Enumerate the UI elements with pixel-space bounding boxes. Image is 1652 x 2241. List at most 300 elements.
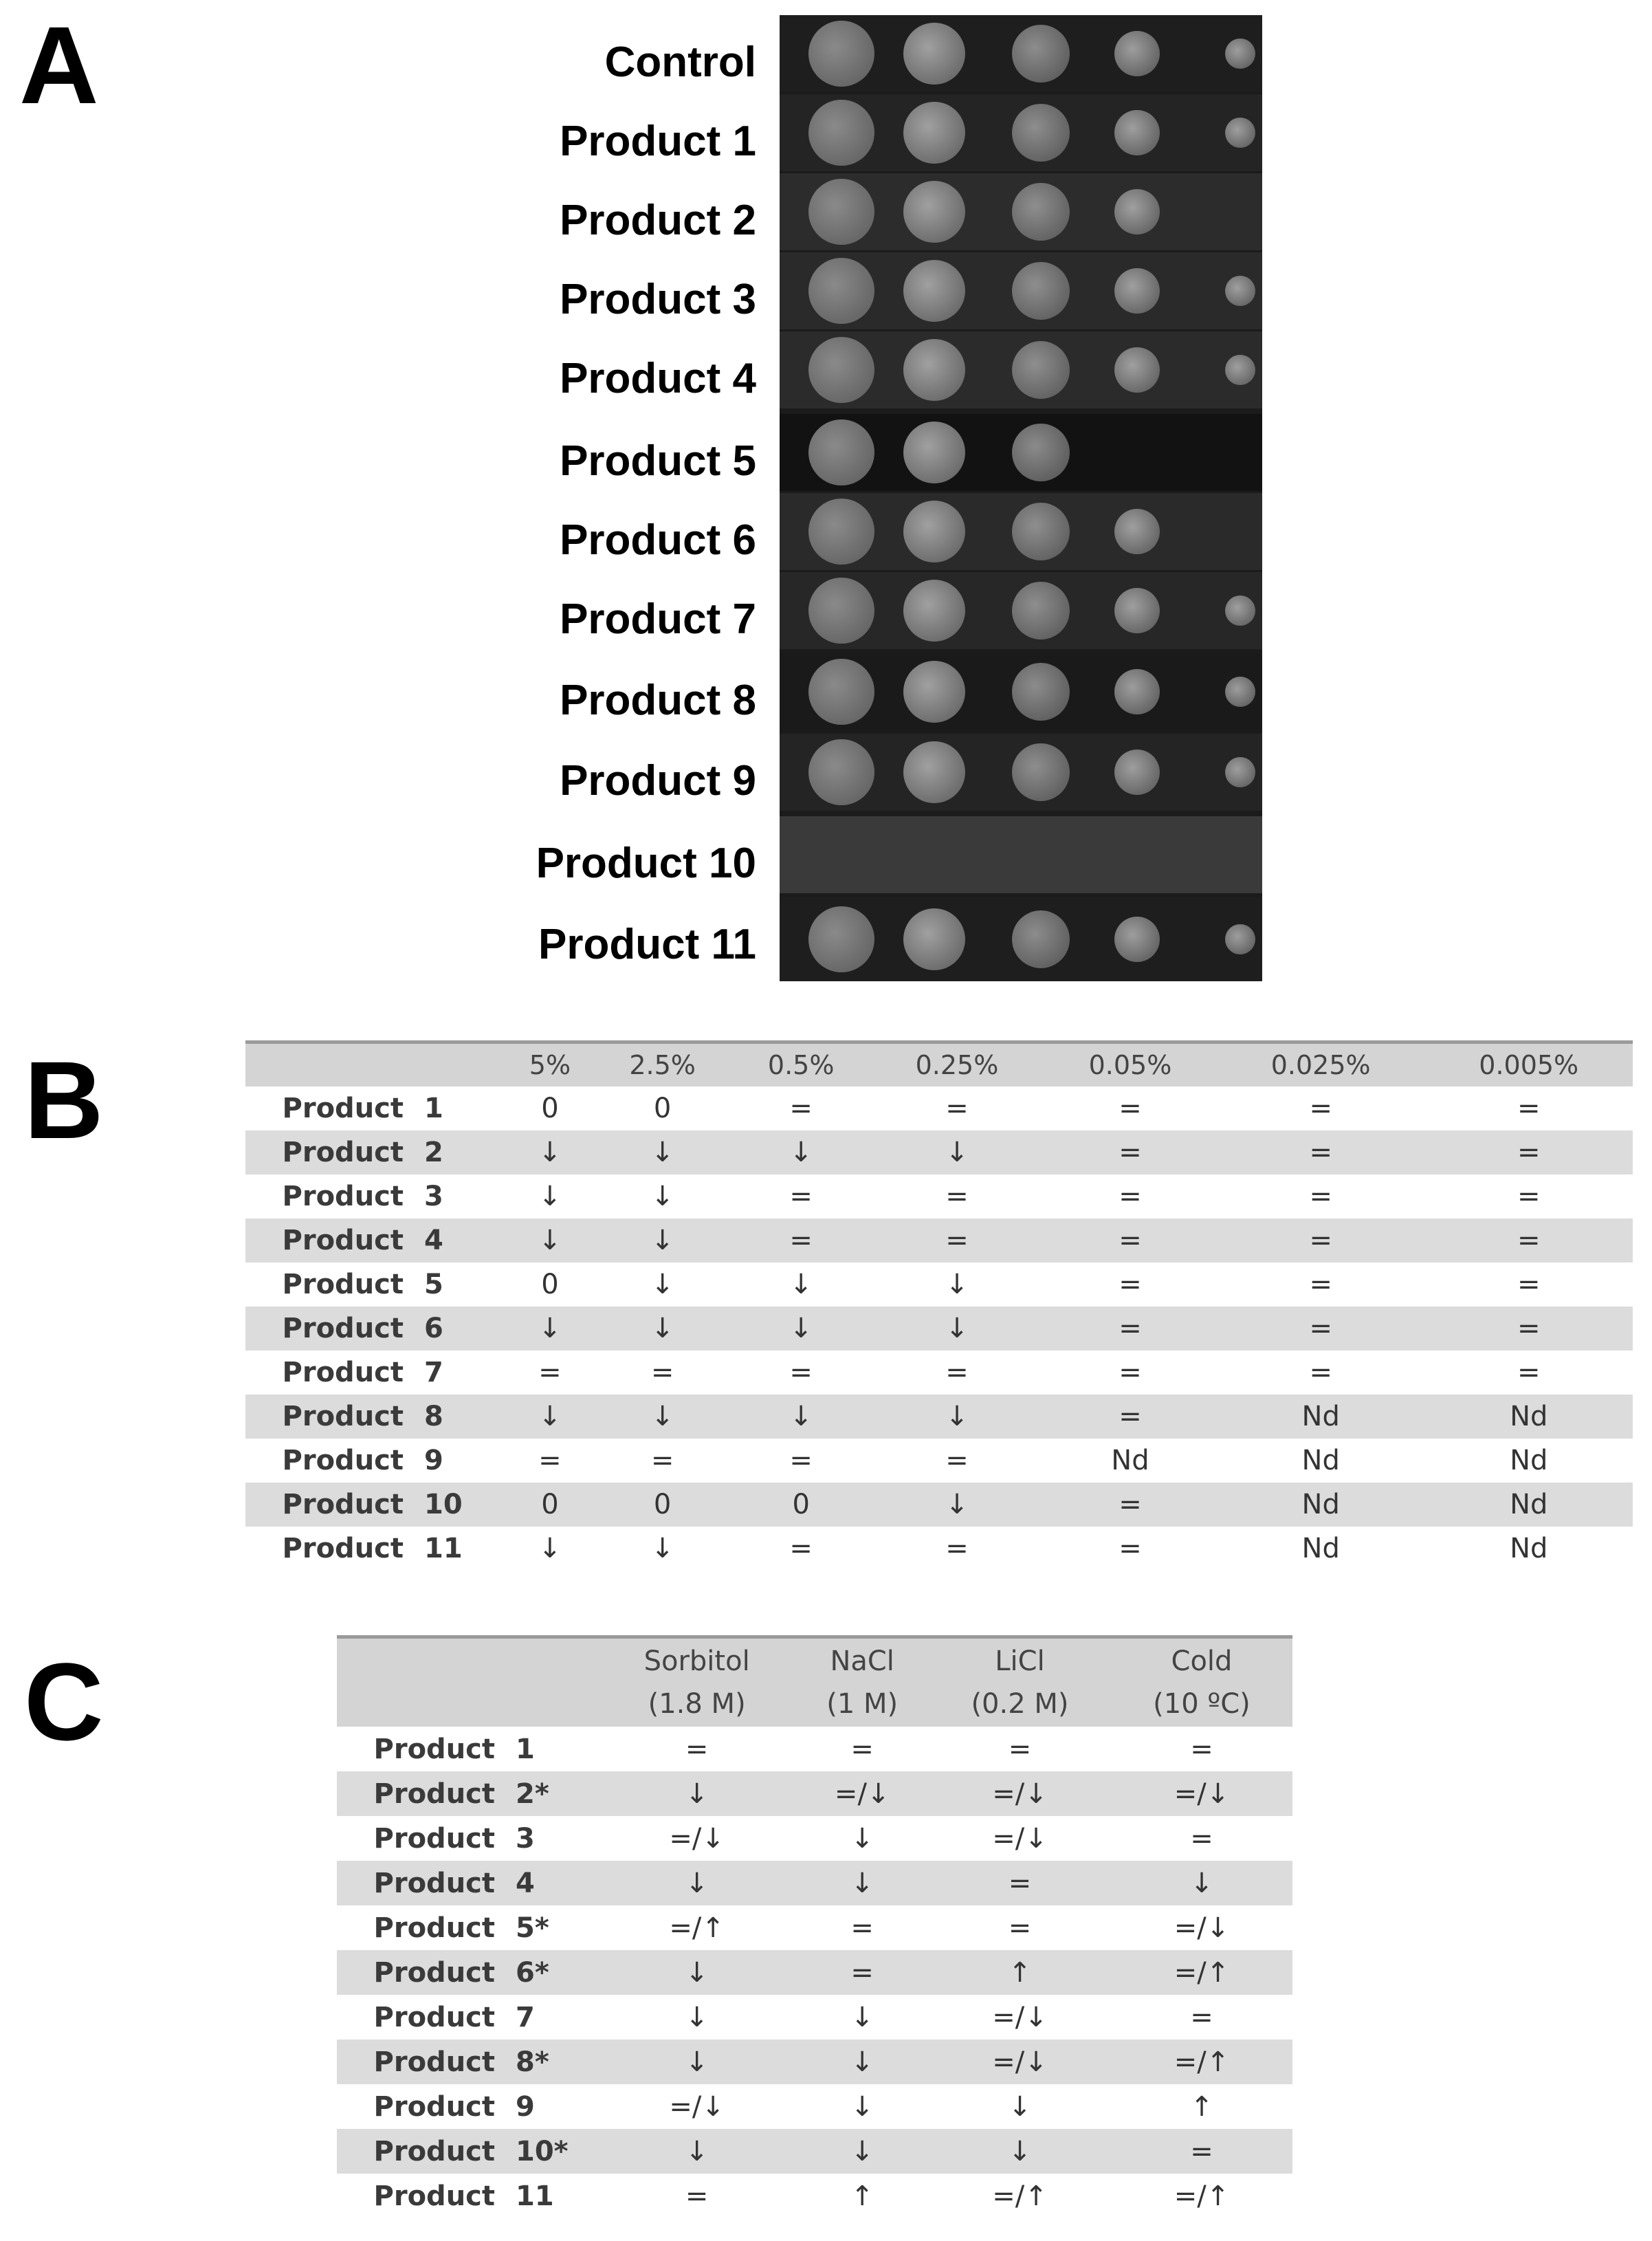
- row-product-word: Product: [373, 2180, 495, 2212]
- table-c-cell: =/↓: [929, 1771, 1111, 1816]
- row-product-word: Product: [373, 1733, 495, 1765]
- colony-spot: [1225, 118, 1255, 148]
- table-b-cell: =: [789, 1357, 813, 1388]
- table-c-cell: =/↓: [669, 2090, 725, 2123]
- table-b-cell: =: [789, 1533, 813, 1564]
- table-b-cell: =: [1217, 1307, 1425, 1351]
- plate-row: [780, 493, 1262, 570]
- row-product-number: 6*: [516, 1956, 549, 1989]
- colony-spot: [1114, 31, 1160, 76]
- table-c-row: [337, 2129, 1292, 2174]
- table-b-cell: ↓: [870, 1395, 1044, 1439]
- table-b-cell: ↓: [650, 1533, 674, 1564]
- row-product-word: Product: [282, 1533, 404, 1564]
- colony-spot: [808, 21, 874, 87]
- plate-row-label: Product 2: [560, 197, 756, 244]
- table-c-row-label: [337, 1727, 598, 1771]
- table-b-cell: =: [1309, 1269, 1332, 1300]
- row-product-word: Product: [282, 1445, 404, 1476]
- table-b-cell: =: [870, 1218, 1044, 1262]
- plate-row: [780, 897, 1262, 981]
- table-b-cell: ↓: [538, 1181, 562, 1212]
- colony-spot: [808, 100, 874, 166]
- table-b-cell: Nd: [1510, 1445, 1548, 1476]
- header-condition: Cold: [1171, 1646, 1233, 1677]
- colony-spot: [903, 501, 965, 562]
- table-b-cell: =: [1217, 1218, 1425, 1262]
- header-concentration: (1 M): [826, 1688, 899, 1720]
- row-product-number: 10: [424, 1489, 463, 1520]
- colony-spot: [1012, 743, 1070, 801]
- table-c-row-label: [337, 2084, 598, 2129]
- table-b-cell: ↓: [538, 1533, 562, 1564]
- row-product-number: 11: [424, 1533, 463, 1564]
- colony-spot: [1012, 582, 1070, 639]
- row-product-word: Product: [282, 1357, 404, 1388]
- table-b-cell: =: [1517, 1093, 1541, 1124]
- table-c-row: [337, 2174, 1292, 2218]
- colony-spot: [1012, 910, 1070, 968]
- colony-spot: [1114, 669, 1160, 714]
- plate-row-label: Product 5: [560, 437, 756, 485]
- table-b-header-row: [245, 1042, 1633, 1087]
- colony-spot: [1012, 25, 1070, 83]
- table-b-row-label: [245, 1527, 507, 1571]
- table-c-cell: =: [795, 1950, 929, 1995]
- table-c-row-label: [337, 1816, 598, 1861]
- table-c-cell: =/↓: [992, 1822, 1048, 1855]
- row-product-word: Product: [373, 2135, 495, 2167]
- colony-spot: [808, 337, 874, 403]
- table-b-column-header: 0.5%: [731, 1042, 870, 1087]
- table-b-cell: ↓: [870, 1483, 1044, 1527]
- table-b-row-label: [245, 1262, 507, 1307]
- table-b-column-header: 0.005%: [1424, 1042, 1633, 1087]
- table-c-column-header: [929, 1637, 1111, 1727]
- table-c-row: [337, 2040, 1292, 2084]
- table-c-cell: ↓: [929, 2129, 1111, 2174]
- table-b-row: [245, 1130, 1633, 1174]
- row-product-word: Product: [373, 1912, 495, 1944]
- table-b-row-label: [245, 1351, 507, 1395]
- table-b-cell: 0: [593, 1483, 732, 1527]
- row-product-number: 9: [424, 1445, 443, 1476]
- table-b-cell: Nd: [1510, 1533, 1548, 1564]
- colony-spot: [808, 659, 874, 725]
- row-product-word: Product: [282, 1313, 404, 1344]
- plate-row-label: Product 8: [560, 677, 756, 724]
- plate-row-label: Product 7: [560, 595, 756, 643]
- table-c-cell: ↓: [1008, 2090, 1032, 2123]
- table-c-cell: ↑: [850, 2180, 874, 2212]
- colony-spot: [1012, 503, 1070, 560]
- row-product-number: 7: [424, 1357, 443, 1388]
- table-c-row: [337, 1727, 1292, 1771]
- table-b-cell: ↓: [507, 1218, 593, 1262]
- row-product-number: 4: [424, 1225, 443, 1256]
- row-product-word: Product: [373, 1867, 495, 1899]
- row-product-word: Product: [373, 1956, 495, 1989]
- row-product-number: 8*: [516, 2046, 549, 2078]
- table-b-cell: ↓: [593, 1307, 732, 1351]
- colony-spot: [1225, 39, 1255, 69]
- colony-spot: [808, 578, 874, 644]
- table-c-row-label: [337, 1771, 598, 1816]
- table-c-cell: =: [685, 1733, 709, 1765]
- table-c-cell: ↓: [1111, 1861, 1292, 1905]
- table-b-cell: =: [945, 1093, 969, 1124]
- row-product-number: 2: [424, 1137, 443, 1168]
- plate-row-label: Product 1: [560, 118, 756, 165]
- table-b-column-header: 0.25%: [870, 1042, 1044, 1087]
- table-c-cell: ↓: [598, 2129, 795, 2174]
- table-b-cell: =: [1309, 1093, 1332, 1124]
- table-b-row-label: [245, 1483, 507, 1527]
- table-b-cell: =: [1309, 1357, 1332, 1388]
- colony-spot: [903, 102, 965, 164]
- colony-spot: [903, 181, 965, 243]
- row-product-word: Product: [373, 2046, 495, 2078]
- table-b-cell: =: [789, 1181, 813, 1212]
- row-product-number: 3: [516, 1822, 535, 1855]
- table-b-header-blank: [245, 1042, 507, 1087]
- table-b-cell: =: [1217, 1130, 1425, 1174]
- table-b-cell: =: [538, 1445, 562, 1476]
- table-c-cell: ↓: [598, 1771, 795, 1816]
- row-product-number: 1: [516, 1733, 535, 1765]
- colony-spot: [808, 906, 874, 972]
- colony-spot: [903, 741, 965, 803]
- table-c-column-header: [598, 1637, 795, 1727]
- table-c-cell: =: [1190, 1822, 1213, 1855]
- table-b-cell: ↓: [870, 1307, 1044, 1351]
- row-product-word: Product: [282, 1225, 404, 1256]
- plate-row-label: Product 11: [538, 921, 756, 968]
- table-c-cell: =/↓: [992, 2001, 1048, 2033]
- colony-spot: [1114, 588, 1160, 633]
- table-c-cell: =/↓: [795, 1771, 929, 1816]
- table-c-header-row: [337, 1637, 1292, 1727]
- table-c-row: [337, 1995, 1292, 2040]
- colony-spot: [1114, 268, 1160, 314]
- table-c-cell: ↓: [850, 2001, 874, 2033]
- table-c-cell: =: [1008, 1733, 1032, 1765]
- table-b-column-header: 2.5%: [593, 1042, 732, 1087]
- colony-spot: [1225, 595, 1255, 626]
- table-c-row: [337, 2084, 1292, 2129]
- table-b-cell: Nd: [1301, 1445, 1340, 1476]
- table-b-row: [245, 1174, 1633, 1218]
- table-c-cell: ↑: [1190, 2090, 1213, 2123]
- table-b-cell: =: [945, 1357, 969, 1388]
- table-c-row-label: [337, 1905, 598, 1950]
- plate-row-label: Product 9: [560, 757, 756, 805]
- table-b-cell: =: [1044, 1130, 1217, 1174]
- plate-row: [780, 816, 1262, 893]
- table-b-cell: =: [945, 1181, 969, 1212]
- colony-spot: [1225, 276, 1255, 306]
- colony-spot: [1012, 424, 1070, 481]
- table-b-cell: =: [1309, 1181, 1332, 1212]
- table-c-cell: =: [1190, 1733, 1213, 1765]
- table-b-row: [245, 1527, 1633, 1571]
- table-b-cell: =: [945, 1445, 969, 1476]
- table-c-column-header: [1111, 1637, 1292, 1727]
- colony-spot: [1012, 262, 1070, 320]
- table-b-cell: =: [1424, 1130, 1633, 1174]
- row-product-word: Product: [373, 1822, 495, 1855]
- row-product-number: 4: [516, 1867, 535, 1899]
- table-b-cell: ↓: [593, 1130, 732, 1174]
- table-c-row: [337, 1771, 1292, 1816]
- row-product-word: Product: [282, 1181, 404, 1212]
- table-c-cell: ↓: [598, 2040, 795, 2084]
- table-b-column-header: 5%: [507, 1042, 593, 1087]
- row-product-number: 8: [424, 1401, 443, 1432]
- colony-spot: [808, 258, 874, 324]
- row-product-number: 11: [516, 2180, 554, 2212]
- table-b-cell: Nd: [1424, 1395, 1633, 1439]
- panel-b-letter: B: [24, 1038, 104, 1161]
- table-b-cell: =: [1044, 1307, 1217, 1351]
- table-c-cell: ↓: [598, 1950, 795, 1995]
- colony-spot: [1225, 924, 1255, 954]
- table-b-cell: =: [1424, 1218, 1633, 1262]
- table-c-cell: =: [685, 2180, 709, 2212]
- colony-spot: [1114, 189, 1160, 234]
- table-b-cell: =: [1424, 1307, 1633, 1351]
- table-b-cell: =: [1119, 1269, 1142, 1300]
- table-b-cell: =: [789, 1445, 813, 1476]
- table-c-cell: =/↑: [1111, 1950, 1292, 1995]
- table-c-row-label: [337, 2129, 598, 2174]
- table-b-row: [245, 1307, 1633, 1351]
- colony-spot: [1114, 347, 1160, 393]
- table-c-cell: =: [1190, 2001, 1213, 2033]
- panel-c-letter: C: [24, 1640, 104, 1763]
- table-b-cell: ↓: [731, 1395, 870, 1439]
- table-b-cell: 0: [653, 1093, 672, 1124]
- row-product-word: Product: [282, 1137, 404, 1168]
- table-b-cell: =: [1517, 1269, 1541, 1300]
- table-b: [245, 1040, 1633, 1571]
- table-c-row: [337, 1950, 1292, 1995]
- table-c-row-label: [337, 2040, 598, 2084]
- colony-spot: [903, 908, 965, 970]
- table-b-cell: ↓: [593, 1395, 732, 1439]
- colony-spot: [1012, 341, 1070, 399]
- row-product-number: 5: [424, 1269, 443, 1300]
- table-b-cell: ↓: [945, 1269, 969, 1300]
- row-product-number: 6: [424, 1313, 443, 1344]
- colony-spot: [903, 661, 965, 723]
- row-product-word: Product: [373, 2001, 495, 2033]
- table-c-row: [337, 1905, 1292, 1950]
- colony-spot: [1114, 750, 1160, 795]
- colony-spot: [1225, 677, 1255, 707]
- table-b-cell: 0: [541, 1093, 559, 1124]
- table-c-cell: =/↓: [1174, 1912, 1230, 1944]
- header-concentration: (10 ºC): [1153, 1688, 1251, 1720]
- table-b-cell: =: [1119, 1181, 1142, 1212]
- table-b-row-label: [245, 1395, 507, 1439]
- row-product-word: Product: [282, 1093, 404, 1124]
- plate-row-label: Product 6: [560, 516, 756, 564]
- colony-spot: [903, 23, 965, 85]
- table-c-cell: ↓: [795, 1861, 929, 1905]
- spot-assay-plate: [780, 15, 1262, 981]
- colony-spot: [1114, 509, 1160, 554]
- header-condition: NaCl: [830, 1646, 894, 1677]
- table-b-cell: =: [538, 1357, 562, 1388]
- plate-row: [780, 331, 1262, 408]
- header-concentration: (1.8 M): [648, 1688, 746, 1720]
- row-product-number: 10*: [516, 2135, 569, 2167]
- table-b-cell: =: [650, 1445, 674, 1476]
- header-condition: Sorbitol: [643, 1646, 750, 1677]
- plate-row: [780, 653, 1262, 730]
- table-b-row: [245, 1262, 1633, 1307]
- table-b-cell: ↓: [731, 1307, 870, 1351]
- table-c-cell: =/↓: [1111, 1771, 1292, 1816]
- table-b-row: [245, 1086, 1633, 1130]
- table-c-cell: =: [929, 1861, 1111, 1905]
- table-c-cell: =/↑: [992, 2180, 1048, 2212]
- table-b-cell: =: [1044, 1218, 1217, 1262]
- row-product-number: 7: [516, 2001, 535, 2033]
- table-b-row: [245, 1483, 1633, 1527]
- table-b-cell: =: [1517, 1181, 1541, 1212]
- table-c-cell: ↓: [850, 2090, 874, 2123]
- colony-spot: [808, 419, 874, 485]
- row-product-word: Product: [373, 1778, 495, 1810]
- plate-row: [780, 173, 1262, 250]
- colony-spot: [808, 499, 874, 565]
- table-c-cell: =/↓: [929, 2040, 1111, 2084]
- row-product-number: 1: [424, 1093, 443, 1124]
- table-b-cell: =: [1119, 1357, 1142, 1388]
- table-b-row: [245, 1218, 1633, 1262]
- table-c-row-label: [337, 2174, 598, 2218]
- table-c-cell: ↓: [795, 2129, 929, 2174]
- table-b-cell: =: [1517, 1357, 1541, 1388]
- colony-spot: [903, 339, 965, 401]
- table-b-column-header: 0.05%: [1044, 1042, 1217, 1087]
- colony-spot: [1012, 104, 1070, 162]
- table-c: [337, 1635, 1292, 2218]
- table-b-row: [245, 1439, 1633, 1483]
- table-c-cell: ↓: [598, 1861, 795, 1905]
- table-c-row-label: [337, 1861, 598, 1905]
- table-b-cell: Nd: [1111, 1445, 1149, 1476]
- table-c-cell: =: [850, 1733, 874, 1765]
- table-b-cell: Nd: [1301, 1533, 1340, 1564]
- table-c-row-label: [337, 1995, 598, 2040]
- colony-spot: [1225, 355, 1255, 385]
- row-product-word: Product: [282, 1489, 404, 1520]
- plate-row: [780, 414, 1262, 491]
- colony-spot: [1012, 663, 1070, 721]
- colony-spot: [903, 580, 965, 642]
- table-b-cell: 0: [541, 1269, 559, 1300]
- row-product-word: Product: [282, 1269, 404, 1300]
- table-c-cell: =/↑: [1111, 2040, 1292, 2084]
- plate-row: [780, 252, 1262, 329]
- table-b-row: [245, 1351, 1633, 1395]
- colony-spot: [1114, 110, 1160, 155]
- table-c-cell: ↓: [850, 1822, 874, 1855]
- table-b-cell: Nd: [1217, 1395, 1425, 1439]
- colony-spot: [903, 422, 965, 483]
- plate-row: [780, 15, 1262, 92]
- table-b-cell: =: [1119, 1533, 1142, 1564]
- table-b-cell: ↓: [789, 1269, 813, 1300]
- table-b-cell: =: [731, 1218, 870, 1262]
- plate-row-label: Product 4: [560, 355, 756, 402]
- row-product-number: 5*: [516, 1912, 549, 1944]
- table-b-cell: ↓: [593, 1218, 732, 1262]
- table-c-row: [337, 1816, 1292, 1861]
- table-c-column-header: [795, 1637, 929, 1727]
- table-b-cell: =: [945, 1533, 969, 1564]
- table-c-cell: =: [1008, 1912, 1032, 1944]
- table-c-cell: =: [1111, 2129, 1292, 2174]
- table-b-cell: ↓: [650, 1269, 674, 1300]
- table-b-cell: ↓: [650, 1181, 674, 1212]
- table-c-cell: =: [850, 1912, 874, 1944]
- table-b-cell: ↓: [507, 1130, 593, 1174]
- table-b-cell: ↓: [507, 1307, 593, 1351]
- table-c-cell: ↑: [929, 1950, 1111, 1995]
- colony-spot: [808, 739, 874, 805]
- table-b-cell: =: [789, 1093, 813, 1124]
- table-b-cell: =: [1044, 1395, 1217, 1439]
- table-b-row-label: [245, 1174, 507, 1218]
- table-b-cell: =: [1044, 1483, 1217, 1527]
- plate-row: [780, 734, 1262, 811]
- plate-row: [780, 94, 1262, 171]
- table-b-row-label: [245, 1130, 507, 1174]
- table-b-row-label: [245, 1439, 507, 1483]
- colony-spot: [1012, 183, 1070, 241]
- table-c-cell: =/↑: [669, 1912, 725, 1944]
- table-b-cell: Nd: [1217, 1483, 1425, 1527]
- row-product-word: Product: [282, 1401, 404, 1432]
- plate-row-label: Control: [604, 39, 756, 86]
- table-c-cell: ↓: [685, 2001, 709, 2033]
- table-b-cell: ↓: [731, 1130, 870, 1174]
- table-c-row-label: [337, 1950, 598, 1995]
- colony-spot: [1114, 917, 1160, 962]
- table-c-cell: =/↑: [1174, 2180, 1230, 2212]
- table-b-cell: =: [650, 1357, 674, 1388]
- table-b-cell: ↓: [507, 1395, 593, 1439]
- colony-spot: [1225, 757, 1255, 787]
- table-c-cell: =/↓: [669, 1822, 725, 1855]
- table-c-header-blank: [337, 1637, 598, 1727]
- table-c-row: [337, 1861, 1292, 1905]
- table-b-cell: 0: [507, 1483, 593, 1527]
- plate-row: [780, 572, 1262, 649]
- table-b-row-label: [245, 1218, 507, 1262]
- colony-spot: [808, 179, 874, 245]
- plate-row-label: Product 3: [560, 276, 756, 323]
- row-product-number: 2*: [516, 1778, 549, 1810]
- colony-spot: [903, 260, 965, 322]
- table-b-row: [245, 1395, 1633, 1439]
- table-b-column-header: 0.025%: [1217, 1042, 1425, 1087]
- header-concentration: (0.2 M): [971, 1688, 1069, 1720]
